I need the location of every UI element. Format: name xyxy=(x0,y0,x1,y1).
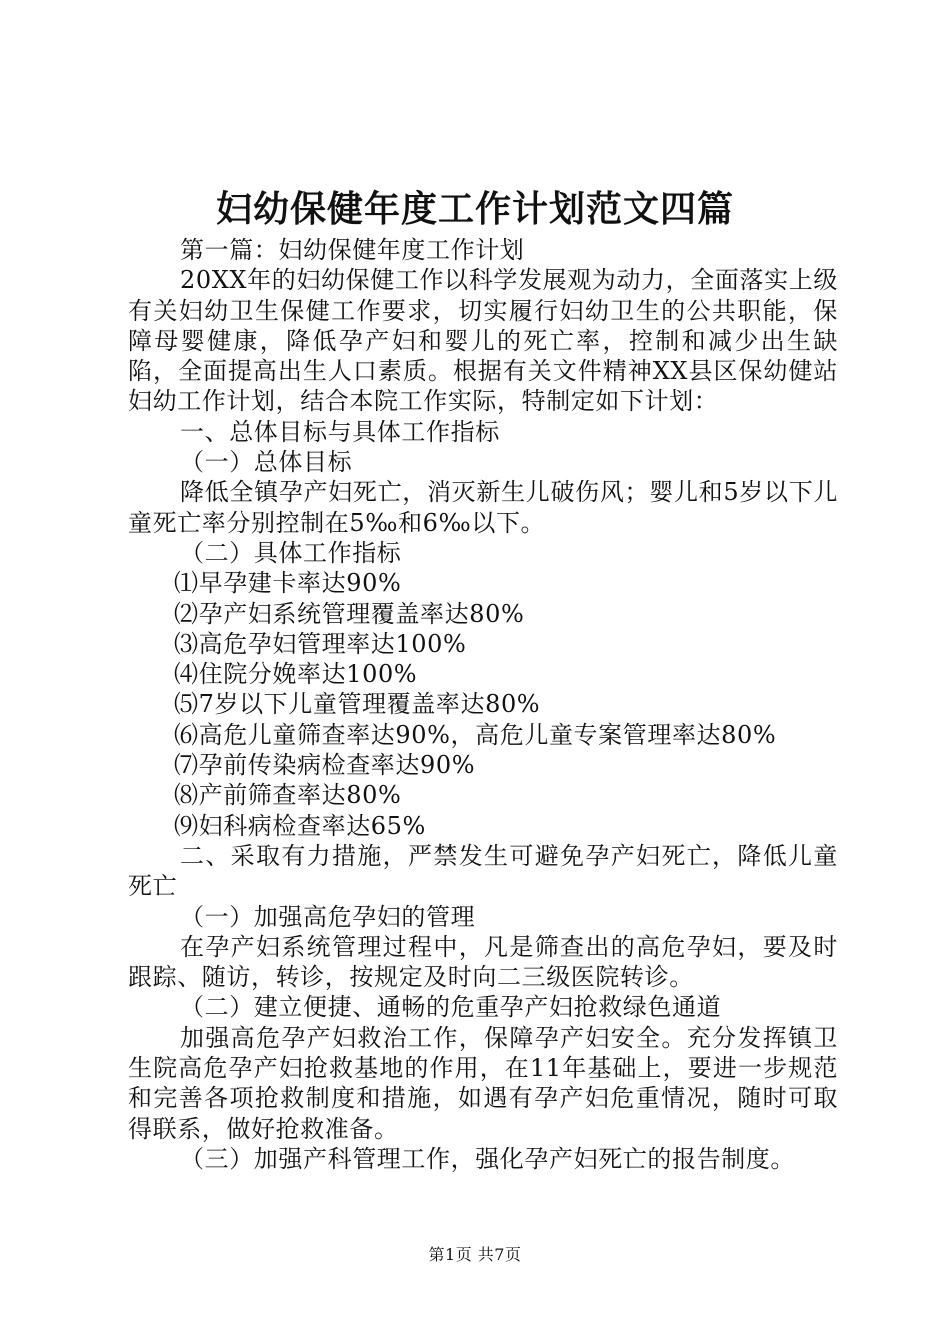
indicator-item: ⑹高危儿童筛查率达90%，高危儿童专案管理率达80% xyxy=(174,720,777,749)
section-heading-part-one: 第一篇：妇幼保健年度工作计划 xyxy=(180,236,525,264)
subheading-overall-goal: （一）总体目标 xyxy=(180,448,353,477)
indicator-item: ⑻产前筛查率达80% xyxy=(174,781,402,810)
section-heading-goals: 一、总体目标与具体工作指标 xyxy=(180,417,500,446)
subheading-indicators: （二）具体工作指标 xyxy=(180,538,402,567)
indicator-item: ⑷住院分娩率达100% xyxy=(174,660,418,689)
section-heading-measures: 二、采取有力措施，严禁发生可避免孕产妇死亡，降低儿童死亡 xyxy=(128,841,838,901)
high-risk-paragraph: 在孕产妇系统管理过程中，凡是筛查出的高危孕妇，要及时跟踪、随访，转诊，按规定及时向二三级医院转诊。 xyxy=(128,932,838,992)
subheading-obstetrics: （三）加强产科管理工作，强化孕产妇死亡的报告制度。 xyxy=(180,1144,795,1173)
indicator-item: ⑴早孕建卡率达90% xyxy=(174,569,402,598)
indicator-item: ⑶高危孕妇管理率达100% xyxy=(174,629,467,658)
indicator-item: ⑵孕产妇系统管理覆盖率达80% xyxy=(174,599,525,628)
indicator-item: ⑼妇科病检查率达65% xyxy=(174,811,426,840)
indicator-item: ⑸7岁以下儿童管理覆盖率达80% xyxy=(174,690,541,719)
page-footer: 第1页 共7页 xyxy=(428,1245,522,1264)
green-channel-paragraph: 加强高危孕产妇救治工作，保障孕产妇安全。充分发挥镇卫生院高危孕产妇抢救基地的作用，在11年基础上，要进一步规范和完善各项抢救制度和措施，如遇有孕产妇危重情况，随时可取得联系，做好抢救准备。 xyxy=(128,1023,838,1143)
intro-paragraph: 20XX年的妇幼保健工作以科学发展观为动力，全面落实上级有关妇幼卫生保健工作要求，切实履行妇幼卫生的公共职能，保障母婴健康，降低孕产妇和婴儿的死亡率，控制和减少出生缺陷，全面提高出生人口素质。根据有关文件精神XX县区保幼健站妇幼工作计划，结合本院工作实际，特制定如下计划： xyxy=(128,266,838,416)
subheading-high-risk: （一）加强高危孕妇的管理 xyxy=(180,902,476,931)
subheading-green-channel: （二）建立便捷、通畅的危重孕产妇抢救绿色通道 xyxy=(180,993,722,1022)
document-title: 妇幼保健年度工作计划范文四篇 xyxy=(215,188,734,230)
overall-goal-paragraph: 降低全镇孕产妇死亡，消灭新生儿破伤风；婴儿和5岁以下儿童死亡率分别控制在5‰和6‰以下。 xyxy=(128,478,838,537)
indicator-item: ⑺孕前传染病检查率达90% xyxy=(174,751,476,780)
document-body xyxy=(128,235,838,1174)
